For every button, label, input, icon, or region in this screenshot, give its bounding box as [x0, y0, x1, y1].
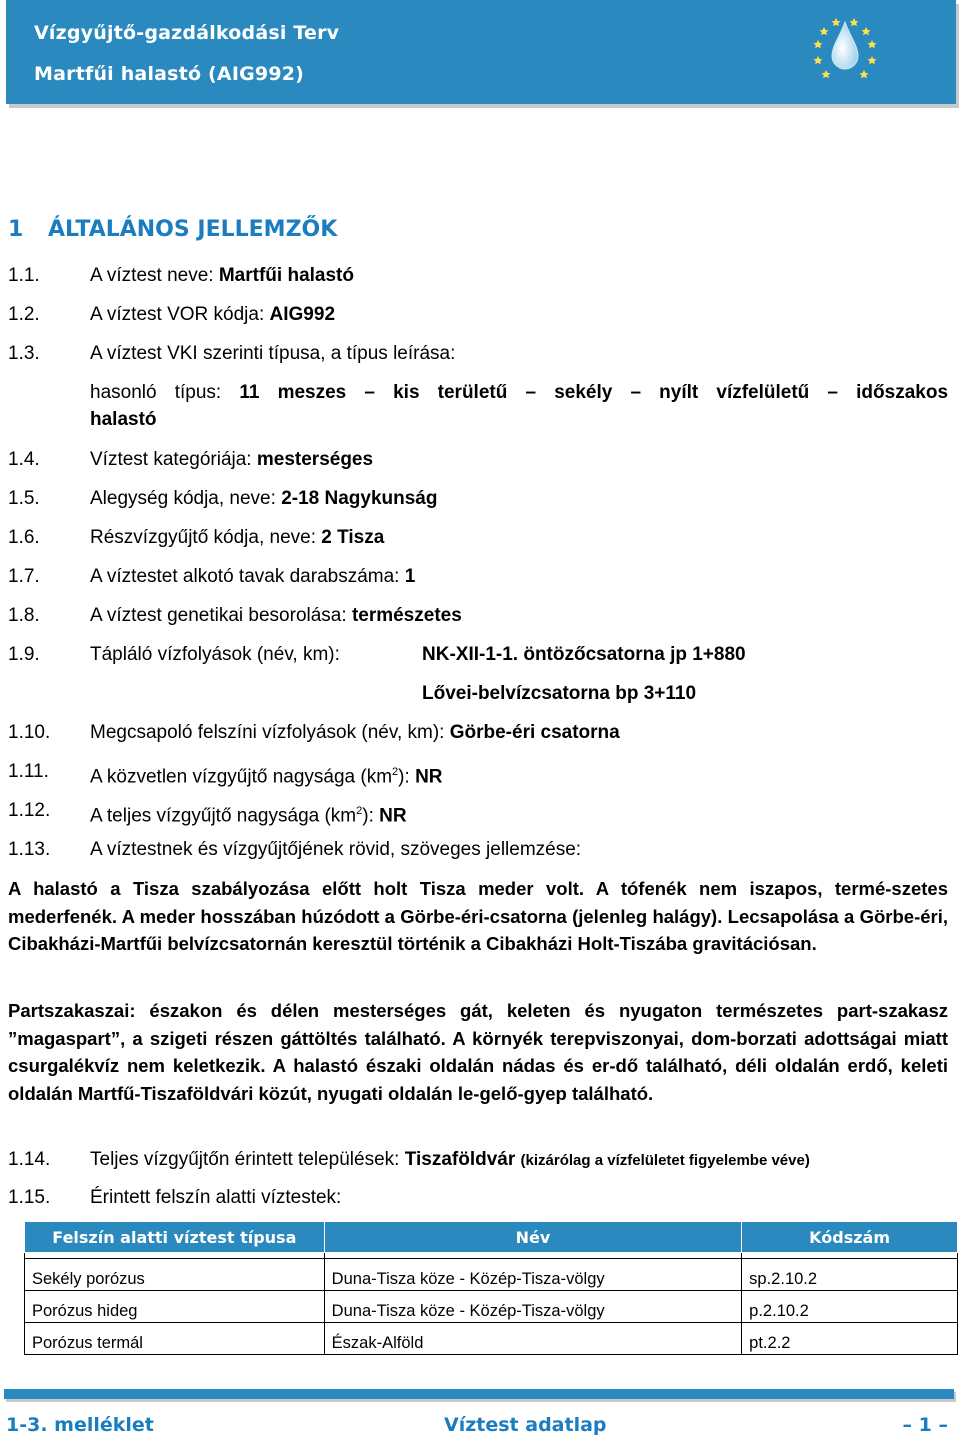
feeder-stream-1: NK-XII-1-1. öntözőcsatorna jp 1+880 — [422, 644, 746, 665]
item-label: Részvízgyűjtő kódja, neve: — [90, 527, 317, 548]
item-number: 1.6. — [8, 527, 40, 548]
item-label: A víztest neve: — [90, 265, 214, 286]
item-value: 2-18 Nagykunság — [281, 488, 438, 509]
item-number: 1.15. — [8, 1187, 51, 1208]
water-drop-stars-icon — [810, 12, 880, 82]
item-number: 1.11. — [8, 761, 49, 782]
table-header-type: Felszín alatti víztest típusa — [25, 1222, 325, 1253]
item-label: A víztestnek és vízgyűjtőjének rövid, szöveges jellemzése: — [90, 839, 582, 860]
item-label: Érintett felszín alatti víztestek: — [90, 1187, 342, 1208]
item-value: Tiszaföldvár — [404, 1149, 516, 1170]
section-number: 1 — [8, 217, 24, 242]
item-label: Alegység kódja, neve: — [90, 488, 276, 509]
item-label-end: ): — [362, 805, 374, 827]
type-description-line2: halastó — [90, 409, 157, 430]
item-note: (kizárólag a vízfelületet figyelembe véve) — [520, 1152, 810, 1169]
item-label: Megcsapoló felszíni vízfolyások (név, km): — [90, 722, 445, 743]
table-cell: sp.2.10.2 — [742, 1259, 958, 1291]
item-label: A víztest genetikai besorolása: — [90, 605, 347, 626]
table-header-code: Kódszám — [742, 1222, 958, 1253]
item-number: 1.14. — [8, 1149, 51, 1170]
feeder-stream-2: Lővei-belvízcsatorna bp 3+110 — [422, 683, 697, 704]
table-cell: Észak-Alföld — [324, 1323, 742, 1355]
item-number: 1.5. — [8, 488, 40, 509]
table-header-name: Név — [324, 1222, 742, 1253]
item-label: Víztest kategóriája: — [90, 449, 252, 470]
footer-page-number: – 1 – — [902, 1414, 948, 1436]
item-value: Görbe-éri csatorna — [449, 722, 620, 743]
item-label: A víztestet alkotó tavak darabszáma: — [90, 566, 400, 587]
item-label: A víztest VKI szerinti típusa, a típus leírása: — [90, 343, 456, 364]
header-banner — [6, 0, 956, 104]
item-value: Martfűi halastó — [218, 265, 354, 286]
type-value: 11 meszes – kis területű – sekély – nyílt vízfelületű – időszakos — [239, 382, 949, 403]
item-label: A teljes vízgyűjtő nagysága (km — [90, 805, 357, 827]
item-number: 1.3. — [8, 343, 40, 364]
table-cell: p.2.10.2 — [742, 1291, 958, 1323]
item-number: 1.8. — [8, 605, 40, 626]
table-cell: Duna-Tisza köze - Közép-Tisza-völgy — [324, 1259, 742, 1291]
item-value: természetes — [351, 605, 462, 626]
item-number: 1.9. — [8, 644, 40, 665]
table-cell: Duna-Tisza köze - Közép-Tisza-völgy — [324, 1291, 742, 1323]
description-paragraph-1: A halastó a Tisza szabályozása előtt holt Tisza meder volt. A tófenék nem iszapos, termé-szetes mederfenék. A meder hosszában húzódott a Görbe-éri-csatorna (jelenleg halágy). Lecsapolása a Görbe-éri, Cibakházi-Martfűi belvízcsatornán keresztül történik a Cibakházi Holt-Tiszába gravitációsan. — [8, 878, 948, 954]
item-label-end: ): — [398, 766, 410, 788]
item-label: Teljes vízgyűjtőn érintett települések: — [90, 1149, 400, 1170]
table-row — [25, 1291, 958, 1323]
section-heading — [8, 217, 337, 242]
footer-rule — [4, 1389, 954, 1399]
item-number: 1.4. — [8, 449, 40, 470]
groundwater-table — [24, 1221, 958, 1355]
item-value: NR — [415, 766, 443, 788]
footer-annex: 1-3. melléklet — [6, 1414, 154, 1436]
table-row — [25, 1323, 958, 1355]
item-value: mesterséges — [256, 449, 374, 470]
item-number: 1.12. — [8, 800, 51, 821]
item-number: 1.13. — [8, 839, 51, 860]
table-cell: Sekély porózus — [25, 1259, 325, 1291]
item-number: 1.7. — [8, 566, 40, 587]
item-value: 1 — [404, 566, 416, 587]
item-number: 1.10. — [8, 722, 51, 743]
item-label: Tápláló vízfolyások (név, km): — [90, 644, 340, 665]
item-label-sup: 2 — [392, 766, 399, 778]
item-label-sup: 2 — [356, 805, 363, 817]
item-value: AIG992 — [269, 304, 336, 325]
item-value: 2 Tisza — [321, 527, 385, 548]
item-number: 1.1. — [8, 265, 40, 286]
description-paragraph-2: Partszakaszai: északon és délen mesterséges gát, keleten és nyugaton természetes part-szakasz ”magaspart”, a szigeti részen gáttöltés található. A környék terepviszonyai, dom-borzati adottságai miatt csurgalékvíz nem keletkezik. A halastó északi oldalán nádas és er-dő található, déli oldalán erdő, keleti oldalán Martfű-Tiszaföldvári közút, nyugati oldalán le-gelő-gyep található. — [8, 1000, 948, 1104]
section-title: ÁLTALÁNOS JELLEMZŐK — [48, 217, 338, 242]
header-subtitle: Martfűi halastó (AIG992) — [34, 63, 305, 85]
item-label: A víztest VOR kódja: — [90, 304, 265, 325]
item-number: 1.2. — [8, 304, 40, 325]
footer-title: Víztest adatlap — [444, 1414, 607, 1436]
table-cell: pt.2.2 — [742, 1323, 958, 1355]
type-prefix: hasonló típus: — [90, 382, 222, 403]
table-row — [25, 1259, 958, 1291]
header-title: Vízgyűjtő-gazdálkodási Terv — [34, 22, 340, 44]
item-value: NR — [379, 805, 407, 827]
table-cell: Porózus hideg — [25, 1291, 325, 1323]
table-header-row — [25, 1222, 958, 1253]
table-cell: Porózus termál — [25, 1323, 325, 1355]
type-description-line1 — [90, 380, 948, 406]
item-label: A közvetlen vízgyűjtő nagysága (km — [90, 766, 393, 788]
